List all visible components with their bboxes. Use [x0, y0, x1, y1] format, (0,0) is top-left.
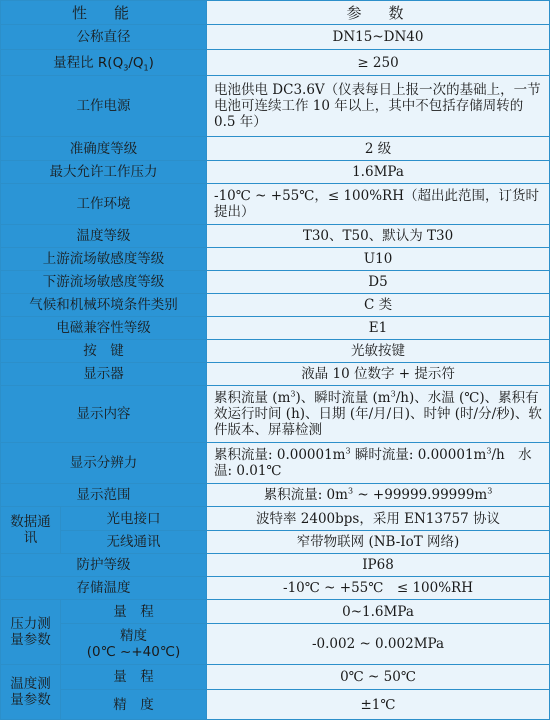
- label-temp-range: 量 程: [61, 665, 207, 690]
- label-optical-interface: 光电接口: [61, 507, 207, 531]
- range-ratio-prefix: 量程比 R(Q: [53, 54, 124, 71]
- value-keys: 光敏按键: [207, 340, 550, 363]
- value-environment: -10℃ ~ +55℃，≤ 100%RH（超出此范围，订货时提出）: [207, 184, 550, 225]
- value-resolution: [207, 443, 550, 484]
- label-pressure-meas-group: 压力测量参数: [1, 600, 61, 665]
- label-climate: 气候和机械环境条件类别: [1, 294, 207, 317]
- value-emc: E1: [207, 317, 550, 340]
- label-keys: 按 键: [1, 340, 207, 363]
- range-ratio-sub3: 3: [123, 63, 129, 73]
- value-diameter: DN15~DN40: [207, 25, 550, 50]
- content-part2: )、瞬时流量 (m: [295, 390, 391, 406]
- row-emc: [1, 317, 550, 340]
- value-upstream: U10: [207, 248, 550, 271]
- label-comm-group: 数据通讯: [1, 507, 61, 554]
- label-downstream: 下游流场敏感度等级: [1, 271, 207, 294]
- resolution-part2: 瞬时流量: 0.00001m: [350, 447, 487, 463]
- resolution-part3: /h 水温: 0.01℃: [214, 447, 532, 479]
- content-part3: /h)、水温 (℃)、累积有效运行时间 (h)、日期 (年/月/日)、时钟 (时/分/秒)、软件版本、屏幕检测: [214, 390, 542, 438]
- row-range-ratio: [1, 50, 550, 76]
- header-performance: 性 能: [1, 1, 207, 25]
- disp-range-sup2: 3: [487, 486, 493, 496]
- disp-range-sup1: 3: [347, 486, 354, 496]
- resolution-sup1: 3: [345, 446, 351, 456]
- row-accuracy: [1, 137, 550, 161]
- label-pressure-precision: [61, 624, 207, 665]
- value-storage: -10℃ ~ +55℃ ≤ 100%RH: [207, 577, 550, 600]
- row-climate: [1, 294, 550, 317]
- label-accuracy: 准确度等级: [1, 137, 207, 161]
- value-climate: C 类: [207, 294, 550, 317]
- value-optical-interface: 波特率 2400bps，采用 EN13757 协议: [207, 507, 550, 531]
- header-parameter: 参 数: [207, 1, 550, 25]
- label-power: 工作电源: [1, 76, 207, 137]
- value-range-ratio: ≥ 250: [207, 50, 550, 76]
- resolution-part1: 累积流量: 0.00001m: [214, 447, 346, 463]
- value-pressure: 1.6MPa: [207, 161, 550, 184]
- row-optical-interface: [1, 507, 550, 531]
- value-accuracy: 2 级: [207, 137, 550, 161]
- label-storage: 存储温度: [1, 577, 207, 600]
- label-temp-meas-group: 温度测量参数: [1, 665, 61, 720]
- label-protection: 防护等级: [1, 554, 207, 577]
- value-temp-class: T30、T50、默认为 T30: [207, 225, 550, 248]
- row-pressure-range: [1, 600, 550, 624]
- value-protection: IP68: [207, 554, 550, 577]
- row-pressure: [1, 161, 550, 184]
- row-protection: [1, 554, 550, 577]
- value-pressure-precision: -0.002 ~ 0.002MPa: [207, 624, 550, 665]
- range-ratio-close: ): [148, 54, 154, 71]
- row-display-range: [1, 484, 550, 507]
- value-downstream: D5: [207, 271, 550, 294]
- value-temp-range: 0℃ ~ 50℃: [207, 665, 550, 690]
- label-temp-class: 温度等级: [1, 225, 207, 248]
- resolution-sup2: 3: [486, 446, 492, 456]
- label-temp-precision: 精 度: [61, 690, 207, 720]
- row-resolution: [1, 443, 550, 484]
- label-display-content: 显示内容: [1, 386, 207, 443]
- label-range-ratio: [1, 50, 207, 76]
- row-storage: [1, 577, 550, 600]
- label-display-range: 显示范围: [1, 484, 207, 507]
- row-temp-class: [1, 225, 550, 248]
- row-downstream: [1, 271, 550, 294]
- range-ratio-sub1: 1: [143, 63, 149, 73]
- row-display-content: [1, 386, 550, 443]
- row-display: [1, 363, 550, 386]
- label-wireless: 无线通讯: [61, 531, 207, 554]
- value-display-range: [207, 484, 550, 507]
- label-resolution: 显示分辨力: [1, 443, 207, 484]
- value-display-content: [207, 386, 550, 443]
- label-emc: 电磁兼容性等级: [1, 317, 207, 340]
- row-diameter: [1, 25, 550, 50]
- label-diameter: 公称直径: [1, 25, 207, 50]
- label-pressure-range: 量 程: [61, 600, 207, 624]
- value-power: 电池供电 DC3.6V（仪表每日上报一次的基础上，一节电池可连续工作 10 年以上，其中不包括存储周转的 0.5 年）: [207, 76, 550, 137]
- label-pressure: 最大允许工作压力: [1, 161, 207, 184]
- label-display: 显示器: [1, 363, 207, 386]
- value-wireless: 窄带物联网 (NB-IoT 网络): [207, 531, 550, 554]
- pressure-precision-top: 精度: [120, 628, 147, 644]
- range-ratio-mid: /Q: [128, 54, 144, 71]
- disp-range-part1: 累积流量: 0m: [263, 487, 348, 503]
- content-sup1: 3: [290, 389, 296, 399]
- header-row: [1, 1, 550, 25]
- row-keys: [1, 340, 550, 363]
- row-power: [1, 76, 550, 137]
- content-part1: 累积流量 (m: [214, 390, 291, 406]
- row-environment: [1, 184, 550, 225]
- value-pressure-range: 0~1.6MPa: [207, 600, 550, 624]
- value-temp-precision: ±1℃: [207, 690, 550, 720]
- value-display: 液晶 10 位数字 + 提示符: [207, 363, 550, 386]
- row-pressure-precision: [1, 624, 550, 665]
- label-environment: 工作环境: [1, 184, 207, 225]
- content-sup2: 3: [390, 389, 396, 399]
- pressure-precision-bottom: (0℃ ~+40℃): [86, 644, 181, 660]
- disp-range-part2: ~ +99999.99999m: [353, 487, 488, 503]
- label-upstream: 上游流场敏感度等级: [1, 248, 207, 271]
- row-wireless: [1, 531, 550, 554]
- row-temp-range: [1, 665, 550, 690]
- row-temp-precision: [1, 690, 550, 720]
- row-upstream: [1, 248, 550, 271]
